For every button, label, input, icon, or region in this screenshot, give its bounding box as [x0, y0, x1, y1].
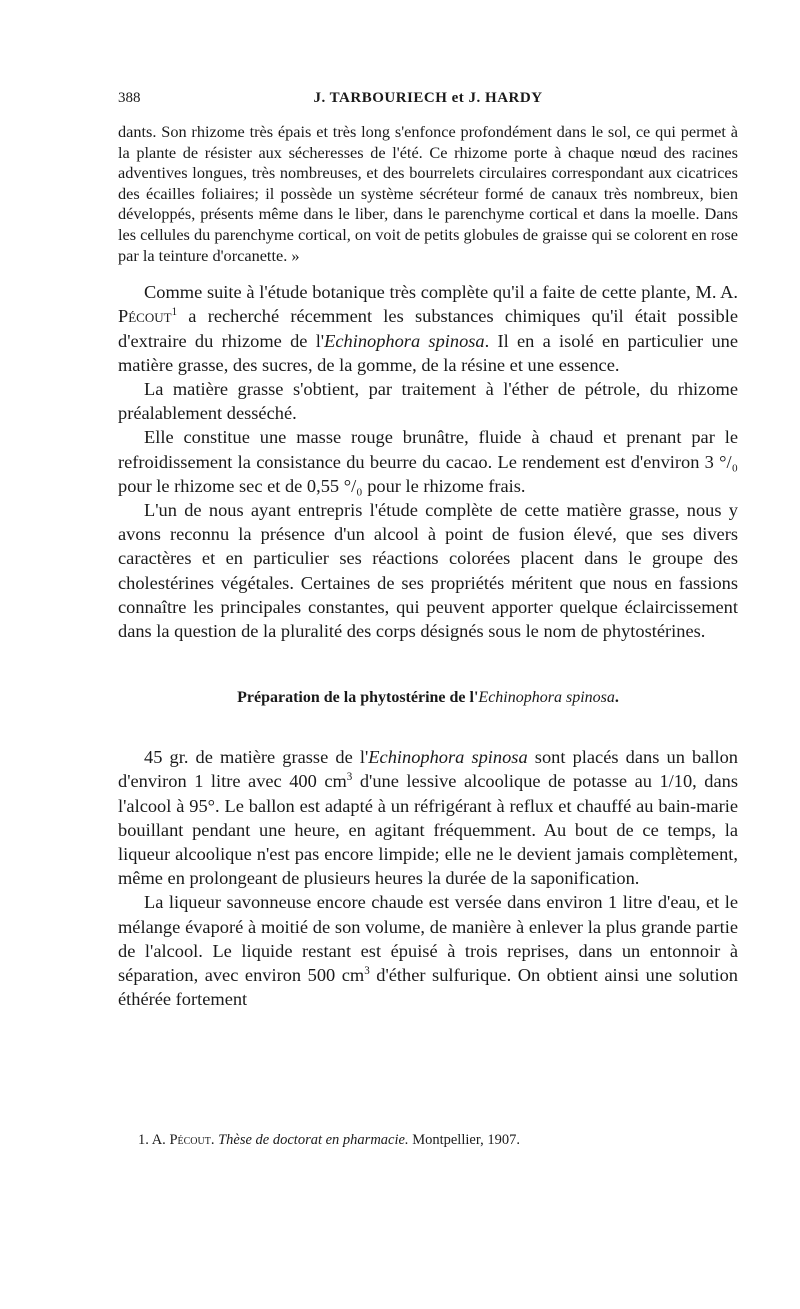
paragraph-5-part-a: 45 gr. de matière grasse de l' [144, 747, 369, 768]
paragraph-5 [118, 745, 738, 890]
quoted-description: dants. Son rhizome très épais et très long s'enfonce profondément dans le sol, ce qui permet à la plante de résister aux sécheresses de l'été. Ce rhizome porte à chaque nœud des racines adventives longues, très nombreuses, et des bourrelets circulaires correspondant aux cicatrices des écailles foliaires; il possède un système sécréteur formé de canaux très nombreux, bien développés, présents même dans le liber, dans le parenchyme cortical et dans la moelle. Dans les cellules du parenchyme cortical, on voit de petits globules de graisse qui se colorent en rose par la teinture d'orcanette. » [118, 122, 738, 265]
paragraph-5-part-b: sont placés dans un ballon d'environ 1 litre avec 400 cm [118, 747, 738, 792]
paragraph-1-part-b: a recherché récemment les substances chimiques qu'il était possible d'extraire du rhizome de l' [118, 306, 738, 351]
paragraph-1 [118, 280, 738, 377]
paragraph-6-part-b: d'éther sulfurique. On obtient ainsi une solution éthérée fortement [118, 965, 738, 1010]
species-name: Echinophora spinosa [324, 330, 485, 351]
paragraph-2: La matière grasse s'obtient, par traitement à l'éther de pétrole, du rhizome préalablement desséché. [118, 378, 738, 424]
section-heading-species: Echinophora spinosa [478, 689, 615, 707]
paragraph-1-part-a: Comme suite à l'étude botanique très complète qu'il a faite de cette plante, M. A. [144, 282, 738, 303]
footnote-ref: 1 [171, 306, 178, 319]
paragraph-4: L'un de nous ayant entrepris l'étude complète de cette matière grasse, nous y avons reconnu la présence d'un alcool à point de fusion élevé, que ses divers caractères et en particulier ses réactions colorées placent dans le groupe des cholestérines végétales. Certaines de ses propriétés méritent que nous en fassions connaître les principales constantes, qui peuvent apporter quelque éclaircissement dans la question de la pluralité des corps désignés sous le nom de phytostérines. [118, 499, 738, 641]
cubic-exponent: 3 [346, 771, 353, 784]
cubic-exponent: 3 [364, 964, 370, 977]
footnote-place-year: Montpellier, 1907. [412, 1132, 520, 1148]
footnote: 1. A. Pécout. Thèse de doctorat en pharmacie. Montpellier, 1907. [138, 1132, 520, 1148]
species-name: Echinophora spinosa [368, 747, 528, 768]
section-heading-suffix: . [614, 689, 619, 707]
footnote-author-prefix: A. [151, 1132, 166, 1148]
running-title: J. TARBOURIECH et J. HARDY [313, 90, 543, 106]
paragraph-1-part-c: . Il en a isolé en particulier une matière grasse, des sucres, de la gomme, de la résine et une essence. [118, 330, 738, 375]
footnote-title: Thèse de doctorat en pharmacie. [218, 1132, 409, 1148]
body-text [118, 122, 738, 1011]
paragraph-3: Elle constitue une masse rouge brunâtre, fluide à chaud et prenant par le refroidissement la consistance du beurre du cacao. Le rendement est d'environ 3 °/₀ pour le rhizome sec et de 0,55 °/₀ pour le rhizome frais. [118, 427, 738, 496]
page-number: 388 [118, 90, 141, 106]
section-heading-prefix: Préparation de la phytostérine de l' [237, 689, 479, 707]
paragraph-6-part-a: La liqueur savonneuse encore chaude est versée dans environ 1 litre d'eau, et le mélange évaporé à moitié de son volume, de manière à enlever la plus grande partie de l'alcool. Le liquide restant est épuisé à trois reprises, dans un entonnoir à séparation, avec environ 500 cm [118, 892, 738, 986]
footnote-number: 1. [138, 1132, 149, 1148]
paragraph-5-part-c: d'une lessive alcoolique de potasse au 1/10, dans l'alcool à 95°. Le ballon est adapté à un réfrigérant à reflux et chauffé au bain-marie bouillant pendant une heure, en agitant fréquemment. Au bout de ce temps, la liqueur alcoolique n'est pas encore limpide; elle ne le devient jamais complètement, même en prolongeant de plusieurs heures la durée de la saponification. [118, 771, 738, 889]
section-heading [118, 687, 738, 709]
paragraph-6 [118, 890, 738, 1011]
author-name: Pécout [118, 306, 172, 327]
footnote-author: Pécout [169, 1132, 211, 1148]
